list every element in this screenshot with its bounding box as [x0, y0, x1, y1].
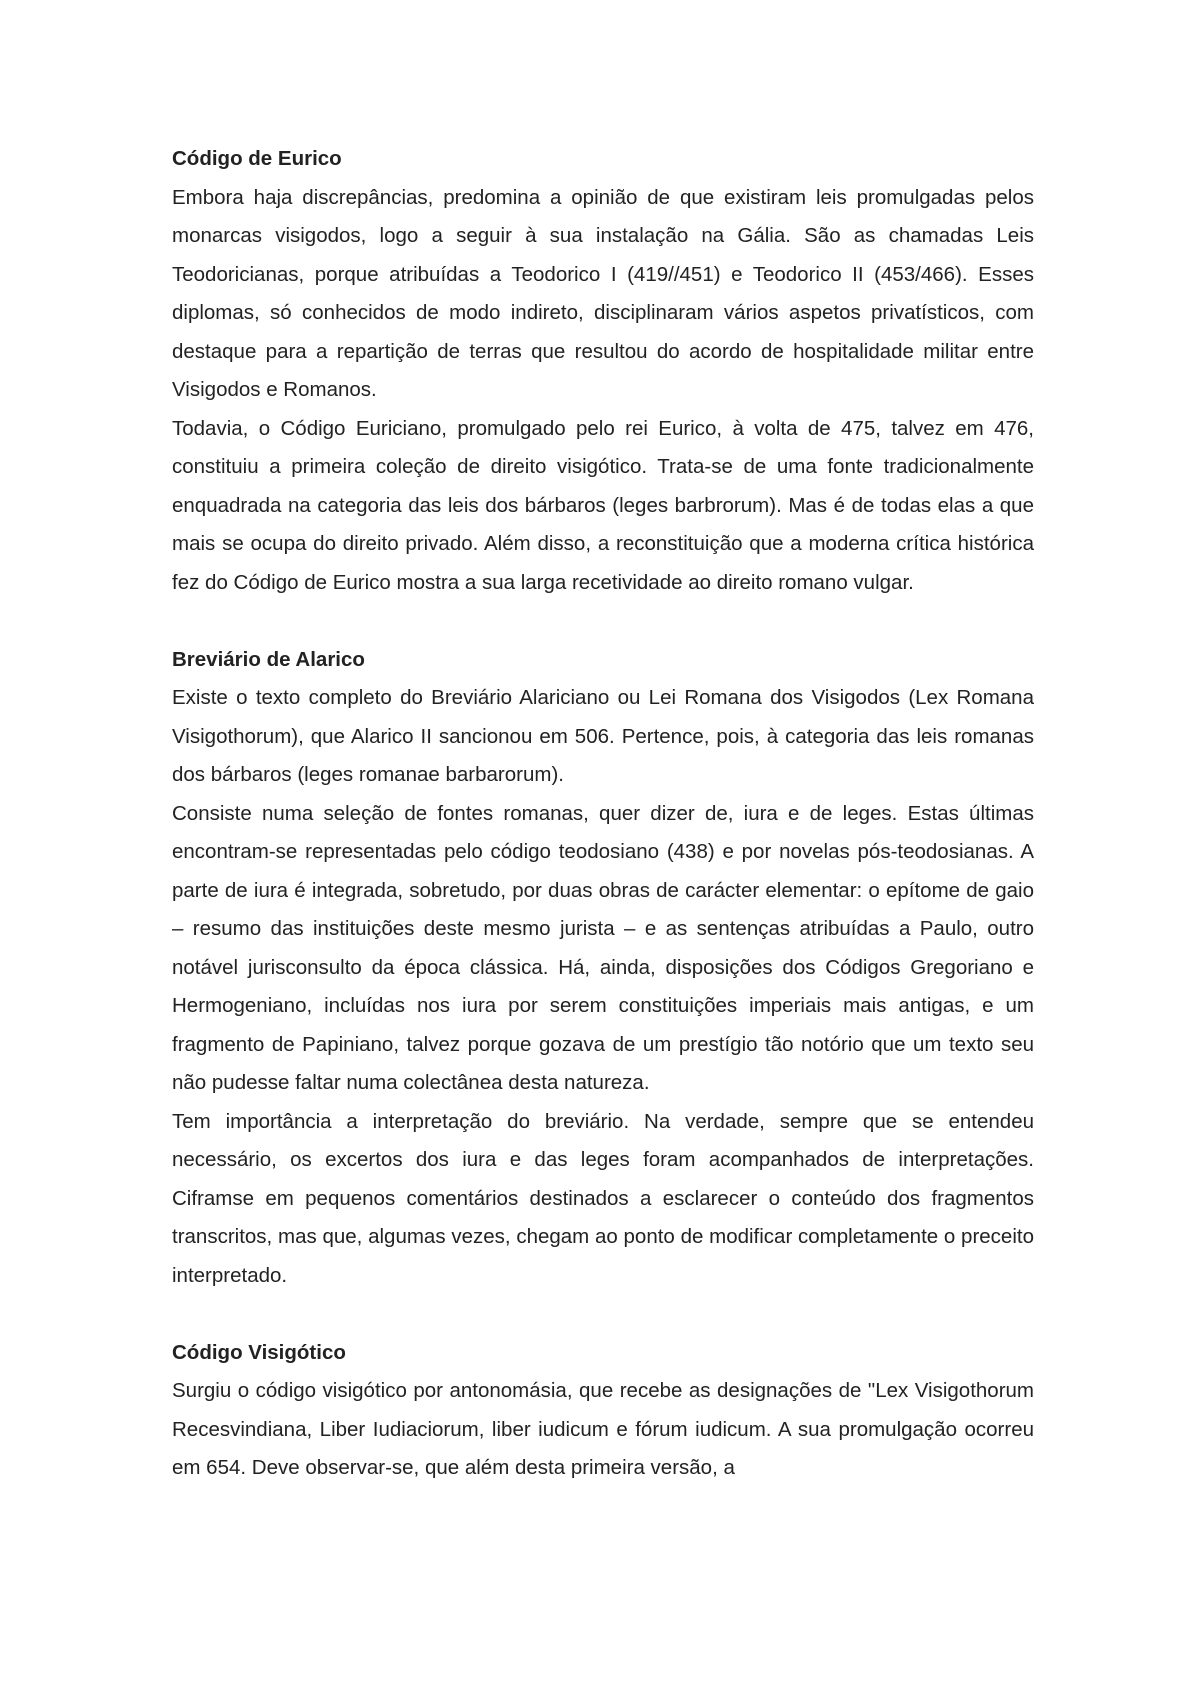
section-heading: Breviário de Alarico — [172, 647, 365, 671]
section-heading: Código de Eurico — [172, 147, 342, 170]
section-breviario-de-alarico — [172, 641, 1034, 1296]
paragraph: Existe o texto completo do Breviário Alariciano ou Lei Romana dos Visigodos (Lex Romana Visigothorum), que Alarico II sancionou em 506. Pertence, pois, à categoria das leis romanas dos bárbaros (leges romanae barbarorum). — [172, 686, 1034, 786]
paragraph: Tem importância a interpretação do breviário. Na verdade, sempre que se entendeu necessário, os excertos dos iura e das leges foram acompanhados de interpretações. Ciframse em pequenos comentários destinados a esclarecer o conteúdo dos fragmentos transcritos, mas que, algumas vezes, chegam ao ponto de modificar completamente o preceito interpretado. — [172, 1109, 1034, 1287]
section-heading: Código Visigótico — [172, 1340, 346, 1364]
document-body — [172, 140, 1034, 1488]
paragraph: Todavia, o Código Euriciano, promulgado pelo rei Eurico, à volta de 475, talvez em 476, constituiu a primeira coleção de direito visigótico. Trata-se de uma fonte tradicionalmente enquadrada na categoria das leis dos bárbaros (leges barbrorum). Mas é de todas elas a que mais se ocupa do direito privado. Além disso, a reconstituição que a moderna crítica histórica fez do Código de Eurico mostra a sua larga recetividade ao direito romano vulgar. — [172, 416, 1034, 594]
section-spacer — [172, 1295, 1034, 1334]
paragraph: Surgiu o código visigótico por antonomásia, que recebe as designações de "Lex Visigothorum Recesvindiana, Liber Iudiaciorum, liber iudicum e fórum iudicum. A sua promulgação ocorreu em 654. Deve observar-se, que além desta primeira versão, a — [172, 1379, 1034, 1479]
section-codigo-de-eurico — [172, 140, 1034, 602]
paragraph: Embora haja discrepâncias, predomina a opinião de que existiram leis promulgadas pelos monarcas visigodos, logo a seguir à sua instalação na Gália. São as chamadas Leis Teodoricianas, porque atribuídas a Teodorico I (419//451) e Teodorico II (453/466). Esses diplomas, só conhecidos de modo indireto, disciplinaram vários aspetos privatísticos, com destaque para a repartição de terras que resultou do acordo de hospitalidade militar entre Visigodos e Romanos. — [172, 185, 1034, 401]
section-codigo-visigotico — [172, 1334, 1034, 1488]
section-spacer — [172, 602, 1034, 641]
paragraph: Consiste numa seleção de fontes romanas, quer dizer de, iura e de leges. Estas últimas encontram-se representadas pelo código teodosiano (438) e por novelas pós-teodosianas. A parte de iura é integrada, sobretudo, por duas obras de carácter elementar: o epítome de gaio – resumo das instituições deste mesmo jurista – e as sentenças atribuídas a Paulo, outro notável jurisconsulto da época clássica. Há, ainda, disposições dos Códigos Gregoriano e Hermogeniano, incluídas nos iura por serem constituições imperiais mais antigas, e um fragmento de Papiniano, talvez porque gozava de um prestígio tão notório que um texto seu não pudesse faltar numa colectânea desta natureza. — [172, 801, 1034, 1094]
